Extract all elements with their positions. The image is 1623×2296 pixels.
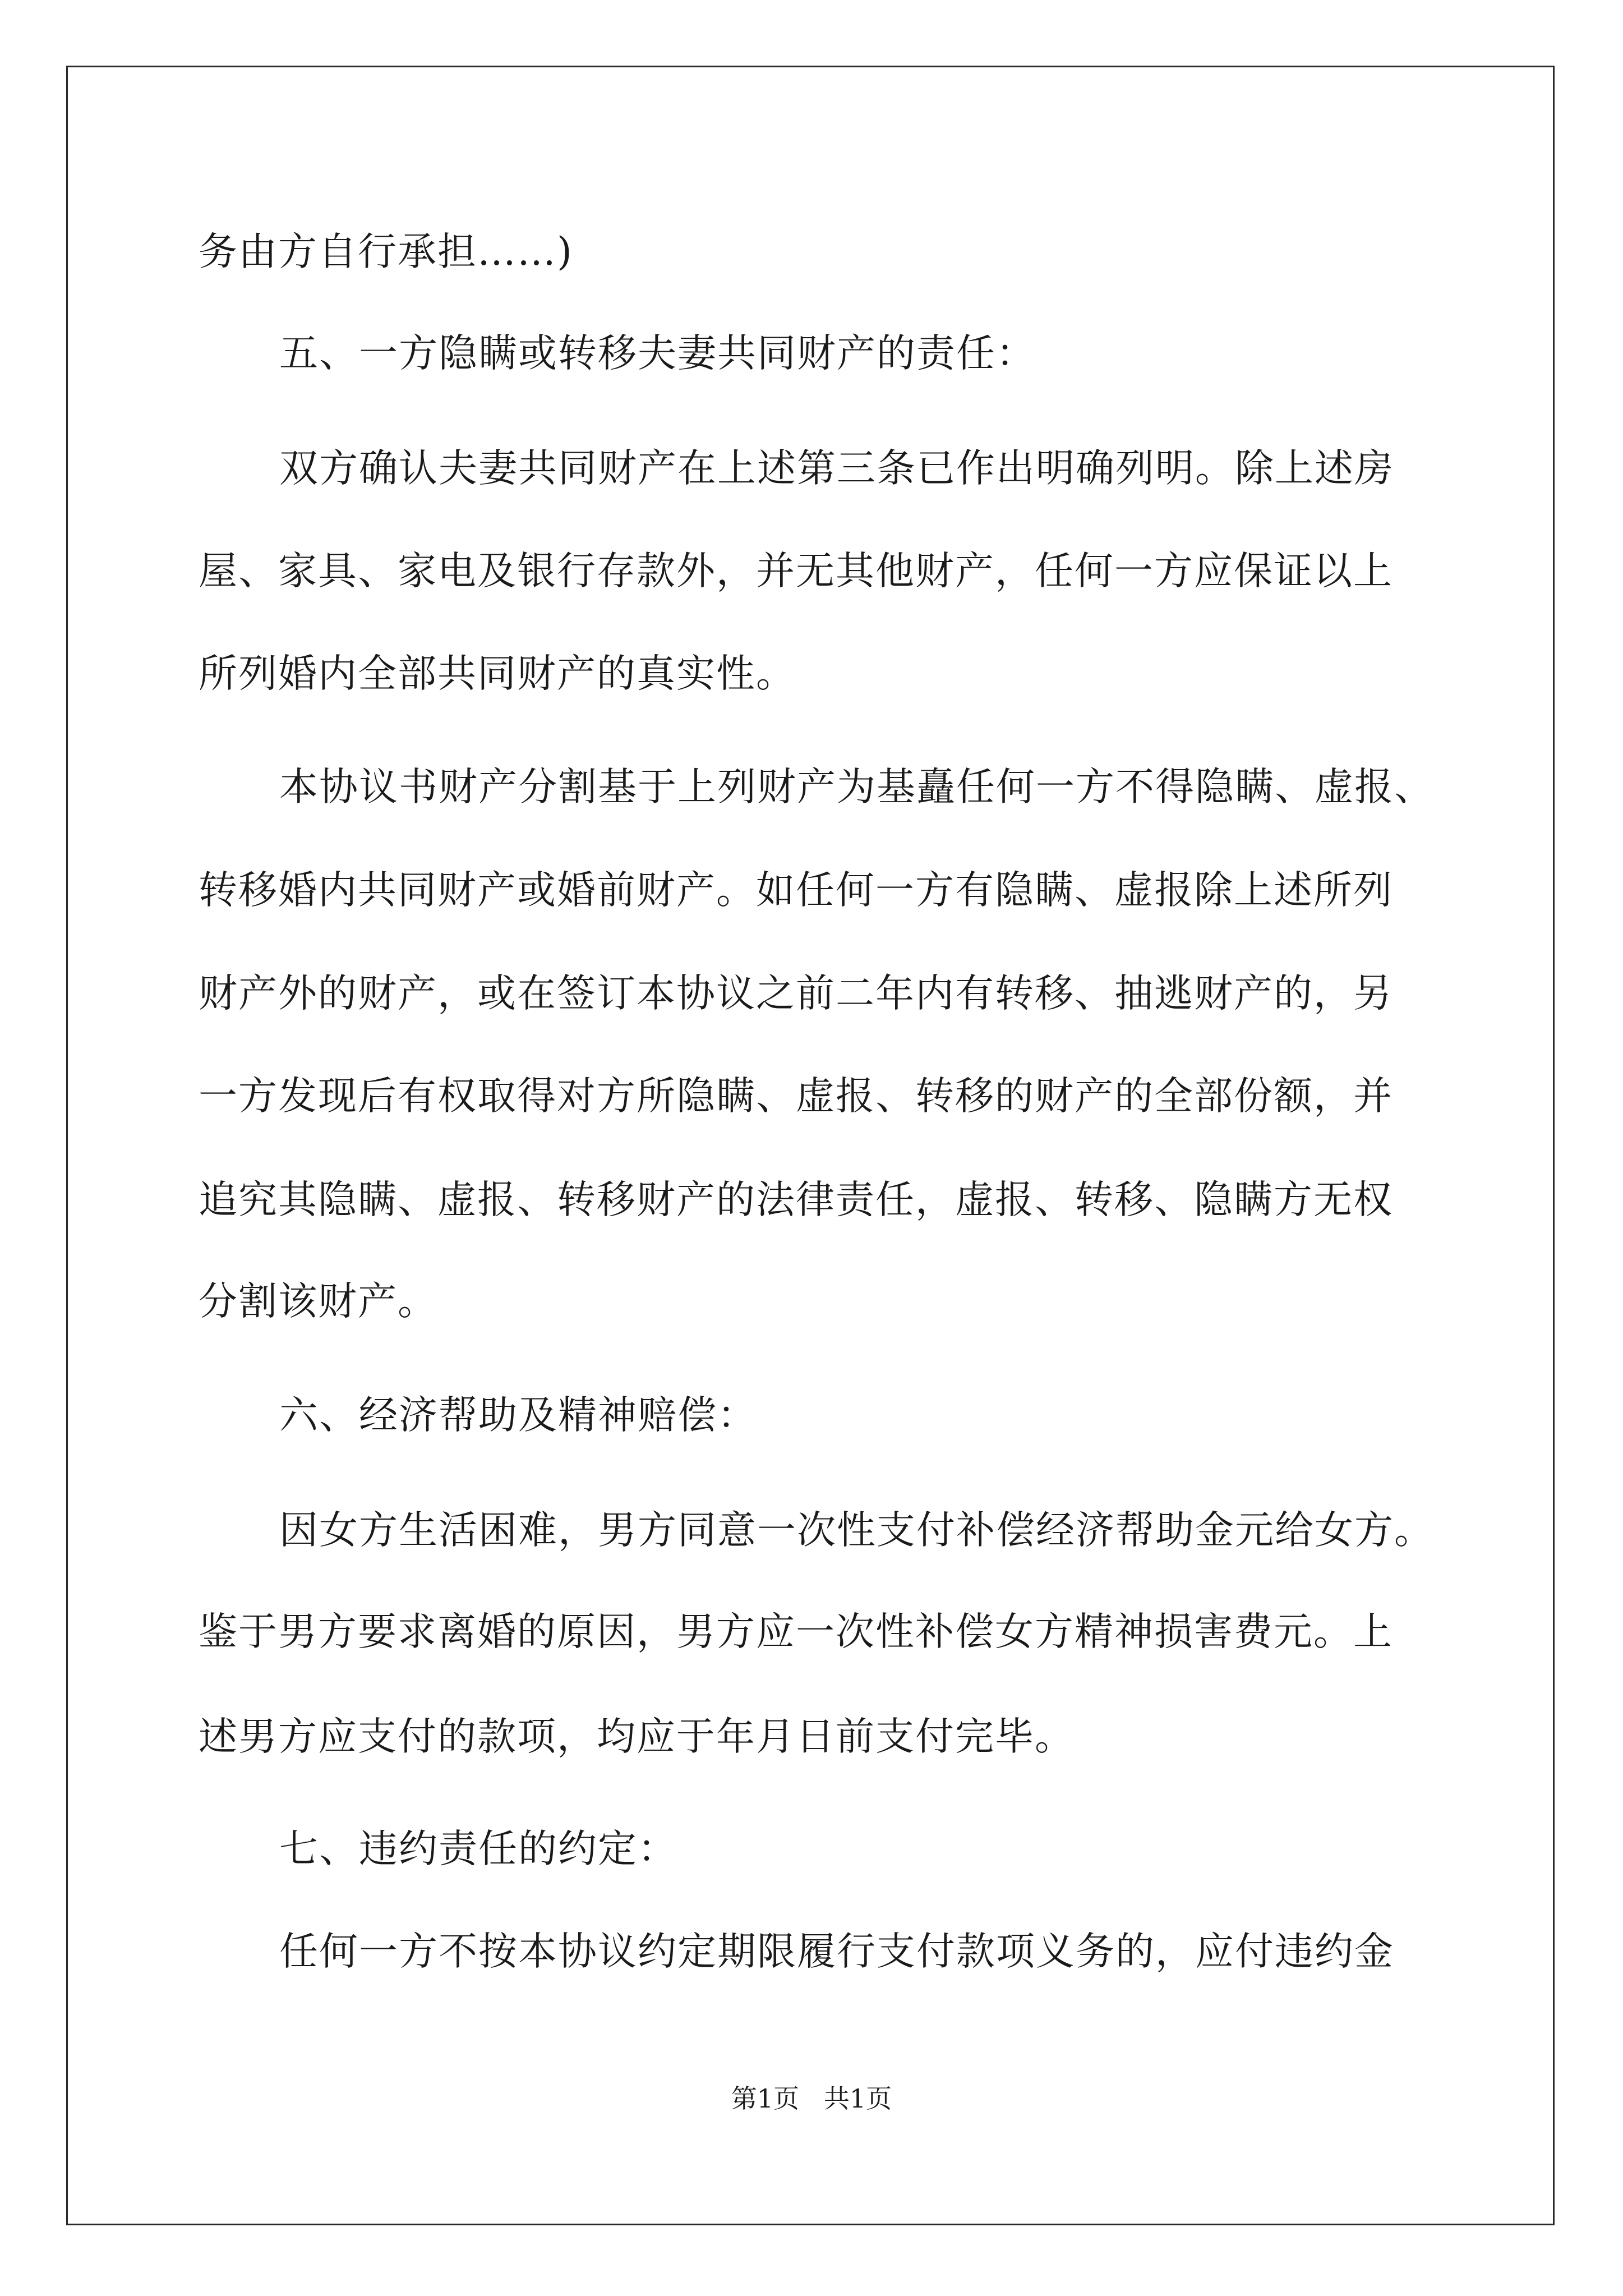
text-line-8: 财产外的财产，或在签订本协议之前二年内有转移、抽逃财产的，另 [199,971,1393,1016]
text-line-6: 本协议书财产分割基于上列财产为基矗任何一方不得隐瞒、虚报、 [279,765,1434,809]
page-border [66,66,1555,2225]
section-heading-7: 七、违约责任的约定： [279,1826,677,1871]
text-line-14: 鉴于男方要求离婚的原因，男方应一次性补偿女方精神损害费元。上 [199,1609,1393,1654]
text-line-13: 因女方生活困难，男方同意一次性支付补偿经济帮助金元给女方。 [279,1508,1434,1553]
text-line-10: 追究其隐瞒、虚报、转移财产的法律责任，虚报、转移、隐瞒方无权 [199,1177,1393,1222]
text-line-11: 分割该财产。 [199,1279,437,1324]
text-line-4: 屋、家具、家电及银行存款外，并无其他财产，任何一方应保证以上 [199,549,1393,593]
text-line-3: 双方确认夫妻共同财产在上述第三条已作出明确列明。除上述房 [279,446,1394,491]
text-line-17: 任何一方不按本协议约定期限履行支付款项义务的，应付违约金 [279,1929,1394,1974]
text-line-7: 转移婚内共同财产或婚前财产。如任何一方有隐瞒、虚报除上述所列 [199,868,1393,913]
section-heading-6: 六、经济帮助及精神赔偿： [279,1393,757,1438]
text-line-9: 一方发现后有权取得对方所隐瞒、虚报、转移的财产的全部份额，并 [199,1074,1393,1119]
text-line-15: 述男方应支付的款项，均应于年月日前支付完毕。 [199,1714,1075,1759]
section-heading-5: 五、一方隐瞒或转移夫妻共同财产的责任： [279,331,1036,376]
page-number-footer: 第1页 共1页 [731,2083,892,2114]
text-line-1: 务由方自行承担……) [199,229,573,274]
text-line-5: 所列婚内全部共同财产的真实性。 [199,651,796,696]
